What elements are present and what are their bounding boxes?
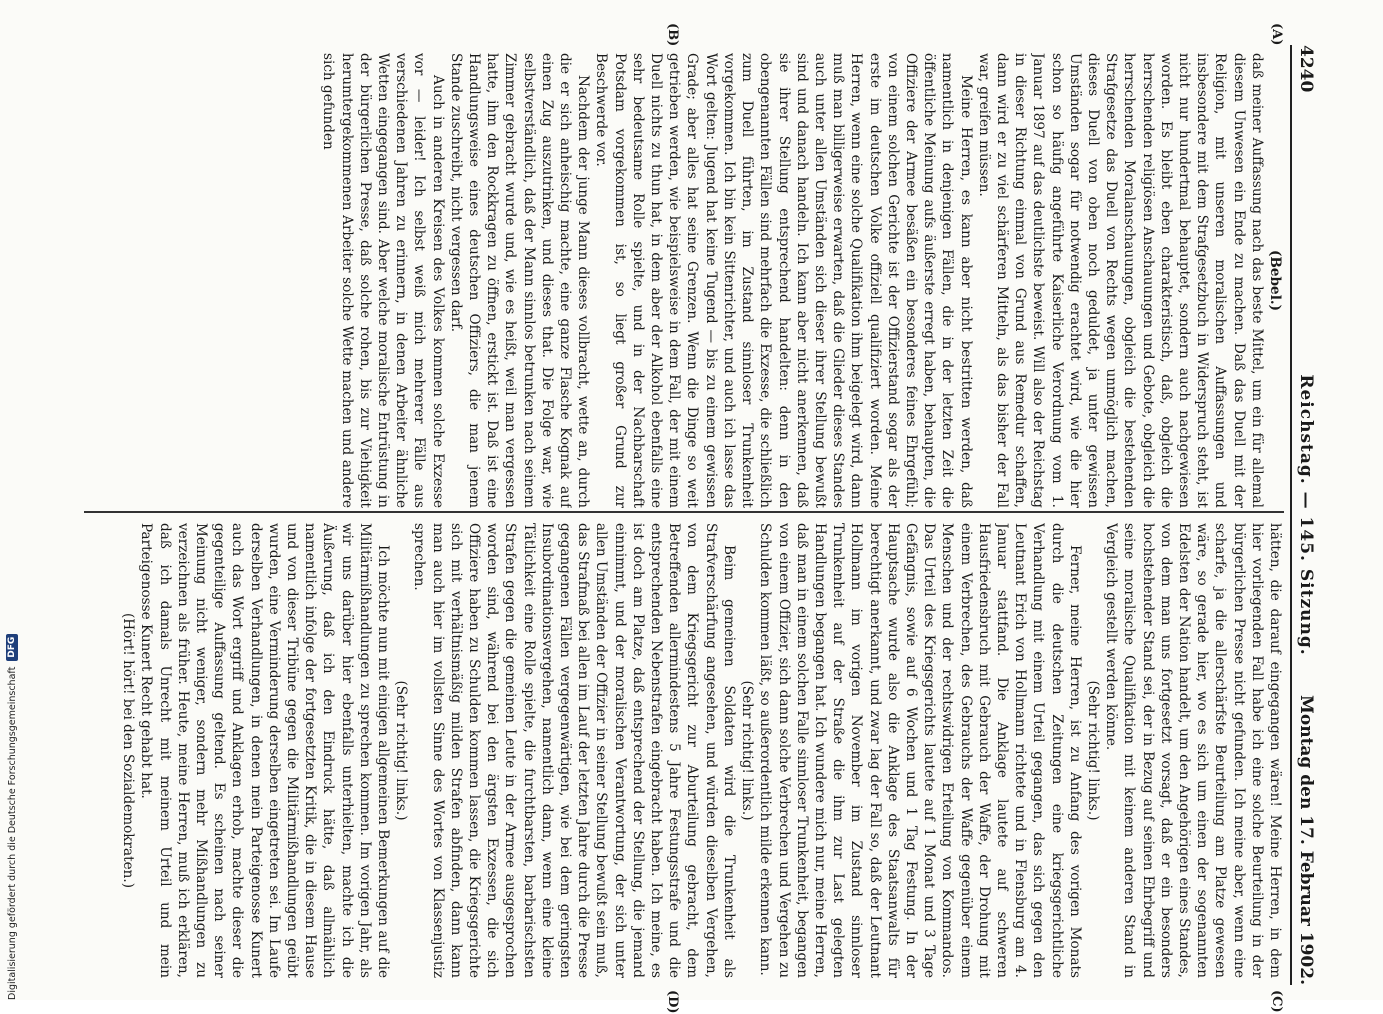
left-paragraph: Meine Herren, es kann aber nicht bestritten werden, daß namentlich in denjenigen Fällen, die in der letzten Zeit die öffentliche Meinung aufs äußerste erregt haben, behaupten, die Offiziere der Armee besäßen ein besonderes feines Ehrgefühl; von einem solchen Gerichte ist der Offizierstand sogar als der erste im deutschen Volke offiziell qualifiziert worden. Meine Herren, wenn eine solche Qualifikation ihm beigelegt wird, dann muß man billigerweise erwarten, daß die Glieder dieses Standes auch unter allen Umständen sich dieser ihrer Stellung bewußt sind und danach handeln. Ich kann aber nicht anerkennen, daß sie ihrer Stellung entsprechend handelten: denn in den obengenannten Fällen sind mehrfach die Exzesse, die schließlich zum Duell führten, im Zustand sinnloser Trunkenheit vorgekommen. Ich bin kein Sittenrichter, und auch ich lasse das Wort gelten: Jugend hat keine Tugend — bis zu einem gewissen Grade; aber alles hat seine Grenzen. Wenn die Dinge so weit getrieben werden, wie beispielsweise in dem Fall, der mit einem Duell nichts zu thun hat, in dem aber der Alkohol ebenfalls eine sehr bedeutsame Rolle spielte, und in der Nachbarschaft Potsdam vorgekommen ist, so liegt großer Grund zur Beschwerde vor.: [593, 53, 974, 508]
right-paragraph: Beim gemeinen Soldaten wird die Trunkenheit als Strafverschärfung angesehen, und würden dieselben Vergehen, von dem Kriegsgericht zur Aburteilung gebracht, dem Betreffenden allermindestens 5 Jahre Festungsstrafe und die entsprechenden Nebenstrafen eingebracht haben. Ich meine, es ist doch am Platze, daß entsprechend der Stellung, die jemand einnimmt, und der moralischen Verantwortung, der sich unter allen Umständen der Offizier in seiner Stellung bewußt sein muß, das Strafmaß bei allen im Lauf der letzten Jahre durch die Presse gegangenen Fällen vergegenwärtigen, wie bei dem geringsten Insubordinationsvergehen, namentlich dann, wenn eine kleine Tätlichkeit eine Rolle spielte, die furchtbarsten, barbarischsten Strafen gegen die gemeinen Leute in der Armee ausgesprochen worden sind, während bei den ärgsten Exzessen, die sich Offiziere haben zu Schulden kommen lassen, die Kriegsgerichte sich mit verhältnismäßig milden Strafen abfinden, dann kann man auch hier im vollsten Sinne des Wortes von Klassenjustiz sprechen.: [411, 523, 737, 978]
interjection: (Sehr richtig! links.): [739, 680, 756, 821]
dfg-logo-icon: DFG: [6, 634, 18, 661]
left-paragraph: Auch in anderen Kreisen des Volkes kommen solche Exzesse vor — leider! Ich selbst weiß mich mehrerer Fälle aus verschiedenen Jahren zu erinnern, in denen Arbeiter ähnliche Wetten eingegangen sind. Aber welche moralische Entrüstung in der bürgerlichen Presse, daß solche rohen, bis zur Viehigkeit herumtergekommenen Arbeiter solche Wette machen und andere sich gefunden: [320, 53, 446, 508]
margin-marker-b: (B): [665, 23, 680, 47]
page-date: Montag den 17. Februar 1902.: [1296, 695, 1316, 985]
left-column: [74, 53, 1284, 508]
page-number: 4240: [1296, 45, 1316, 93]
right-paragraph: Ferner, meine Herren, ist zu Anfang des vorigen Monats durch die deutschen Zeitungen eine kriegsgerichtliche Verhandlung mit einem Urteil gegangen, das sich gegen den Leutnant Erich von Hollmann richtete und in Flensburg am 4. Januar stattfand. Die Anklage lautete auf schweren Hausfriedensbruch mit Gebrauch der Waffe, der Drohung mit einem Verbrechen, des Gebrauchs der Waffe gegenüber einem Menschen und der rechtswidrigen Erteilung von Kommandos. Das Urteil des Kriegsgerichts lautete auf 1 Monat und 3 Tage Gefängnis, sowie auf 6 Wochen und 1 Tag Festung. In der Hauptsache wurde also die Anklage des Staatsanwalts für berechtigt anerkannt, und zwar lag der Fall so, daß der Leutnant Hollmann im vorigen November im Zustand sinnloser Trunkenheit auf der Straße die ihm zur Last gelegten Handlungen begangen hat. Ich wundere mich nur, meine Herren, daß man in einem solchen Falle sinnloser Trunkenheit, begangen von einem Offizier, sich dann solche Verbrechen und Vergehen zu Schulden kommen läßt, so außerordentlich milde erkennen kann.: [757, 523, 1083, 978]
interjection: (Sehr richtig! links.): [393, 680, 410, 821]
column-divider: [84, 511, 1284, 513]
rotated-page-sheet: [60, 23, 1320, 1014]
page-title: Reichstag. — 145. Sitzung.: [1296, 374, 1316, 656]
footer-text: Digitalisierung gefördert durch die Deutsche Forschungsgemeinschaft: [6, 666, 18, 1000]
header-rule: [1290, 45, 1292, 985]
left-paragraph: daß meiner Auffassung nach das beste Mittel, um ein für allemal diesem Unwesen ein Ende zu machen. Daß das Duell mit der Religion, mit unseren moralischen Auffassungen und insbesondere mit dem Strafgesetzbuch in Widerspruch steht, ist nicht nur hundertmal behauptet, sondern auch nachgewiesen worden. Es bleibt eben charakteristisch, daß, obgleich die herrschenden religiösen Anschauungen und Gebote, obgleich die herrschenden Moralanschauungen, obgleich die bestehenden Strafgesetze das Duell von Rechts wegen unmöglich machen, dieses Duell von oben noch geduldet, ja unter gewissen Umständen sogar für notwendig erachtet wird, wie die hier schon so häufig angeführte Kaiserliche Verordnung vom 1. Januar 1897 auf das deutlichste beweist. Will also der Reichstag in dieser Richtung einmal von Grund aus Remedur schaffen, dann wird er zu viel schärferen Mitteln, als das bisher der Fall war, greifen müssen.: [975, 53, 1265, 508]
page-header: [1290, 45, 1320, 985]
speaker-label: (Bebel.): [1267, 249, 1283, 312]
margin-marker-c: (C): [1269, 990, 1284, 1013]
right-paragraph: hätten, die darauf eingegangen wären! Meine Herren, in dem hier vorliegenden Fall habe ich eine solche Beurteilung in der bürgerlichen Presse nicht gefunden. Ich meine aber, wenn eine scharfe, ja die allerschärfste Beurteilung am Platze gewesen wäre, so gerade hier, wo es sich um einen der sogenannten Edelsten der Nation handelt, um den Angehörigen eines Standes, von dem man uns fortgesetzt vorsagt, daß er ein besonders hochstehender Stand sei, der in Bezug auf seinen Ehrbegriff und seine moralische Qualifikation mit keinem anderen Stand in Vergleich gestellt werden könne.: [1103, 523, 1283, 978]
left-paragraph: Nachdem der junge Mann dieses vollbracht, wette an, durch die er sich anheischig machte, eine ganze Flasche Kognak auf einen Zug auszutrinken, und dieses that. Die Folge war, wie selbstverständlich, daß der Mann sinnlos betrunken nach seinem Zimmer gebracht wurde und, wie es heißt, weil man vergessen hatte, ihm den Rockkragen zu öffnen, erstickt ist. Daß ist eine Handlungsweise eines deutschen Offiziers, die man jenem Stande zuschreibt, nicht vergessen darf.: [447, 53, 592, 508]
digitization-footer: [2, 0, 22, 1000]
right-column: [74, 523, 1284, 978]
margin-marker-a: (A): [1269, 23, 1284, 46]
interjection: (Sehr richtig! links.): [1084, 680, 1101, 821]
interjection: (Hört! hört! bei den Sozialdemokraten.): [120, 612, 137, 888]
right-paragraph: Ich möchte nun mit einigen allgemeinen Bemerkungen auf die Militärmißhandlungen zu sprechen kommen. Im vorigen Jahr, als wir uns darüber hier ebenfalls unterhielten, machte ich die Äußerung, daß ich den Eindruck hätte, daß allmählich namentlich infolge der fortgesetzten Kritik, die in diesem Hause und von dieser Tribüne gegen die Militärmißhandlungen geübt wurden, eine Verminderung derselben eingetreten sei. Im Laufe derselben Verhandlungen, in denen mein Parteigenosse Kunert auch das Wort ergriff und Anklagen erhob, machte dieser die gegenteilige Auffassung geltend. Es scheinen nach seiner Meinung nicht weniger, sondern mehr Mißhandlungen zu verzeichnen als früher. Heute, meine Herren, muß ich erklären, daß ich damals Unrecht mit meinem Urteil und mein Parteigenosse Kunert Recht gehabt hat.: [138, 523, 392, 978]
margin-marker-d: (D): [665, 990, 680, 1014]
